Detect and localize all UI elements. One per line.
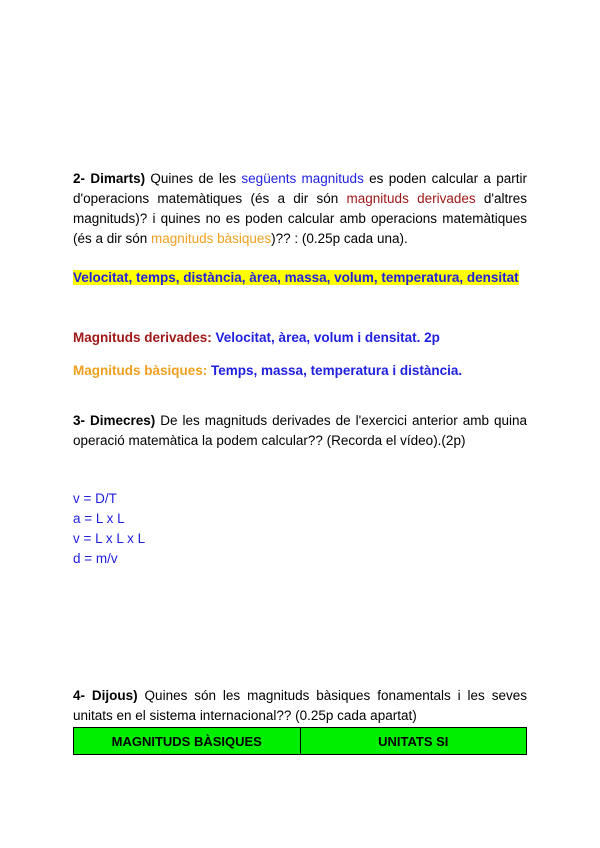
magnitudes-list-text: Velocitat, temps, distància, àrea, massa, volum, temperatura, densitat [73, 270, 519, 285]
question-3-label: 3- Dimecres) [73, 413, 156, 428]
question-2-segment: d'altres magnituds)? i quines no es poden calcular amb operacions matemàtiques (és a dir són [73, 191, 527, 246]
question-4-body: Quines són les magnituds bàsiques fonamentals i les seves unitats en el sistema internacional?? (0.25p cada apartat) [73, 688, 527, 723]
derived-answer [73, 328, 527, 348]
question-2-highlight-magnituds: següents magnituds [241, 171, 364, 186]
question-3-body: De les magnituds derivades de l'exercici anterior amb quina operació matemàtica la podem calcular?? (Recorda el vídeo).(2p) [73, 413, 528, 448]
question-2-segment: es poden calcular a partir d'operacions matemàtiques (és a dir són [73, 171, 527, 206]
question-2-label: 2- Dimarts) [73, 171, 146, 186]
question-4-label: 4- Dijous) [73, 688, 138, 703]
question-2-highlight-basiques: magnituds bàsiques [151, 231, 272, 246]
question-2-segment: Quines de les [145, 171, 242, 186]
formula-area: a = L x L [73, 511, 125, 526]
table-header-magnitudes: MAGNITUDS BÀSIQUES [74, 728, 301, 755]
table-header-row [74, 728, 527, 755]
question-4-text [73, 686, 527, 726]
magnitudes-table [73, 727, 527, 755]
basic-answer-label: Magnituds bàsiques: [73, 363, 208, 378]
question-2-text [73, 169, 527, 249]
question-3-text [73, 411, 527, 451]
formula-volume: v = L x L x L [73, 531, 146, 546]
derived-answer-value: Velocitat, àrea, volum i densitat. 2p [211, 330, 440, 345]
formula-velocity: v = D/T [73, 491, 117, 506]
formula-density: d = m/v [73, 551, 118, 566]
question-2-highlight-derivades: magnituds derivades [346, 191, 476, 206]
basic-answer-value: Temps, massa, temperatura i distància. [207, 363, 463, 378]
derived-answer-label: Magnituds derivades: [73, 330, 212, 345]
question-2-segment: )?? : (0.25p cada una). [271, 231, 408, 246]
basic-answer [73, 361, 527, 381]
magnitudes-list [73, 268, 527, 288]
table-header-units: UNITATS SI [300, 728, 527, 755]
